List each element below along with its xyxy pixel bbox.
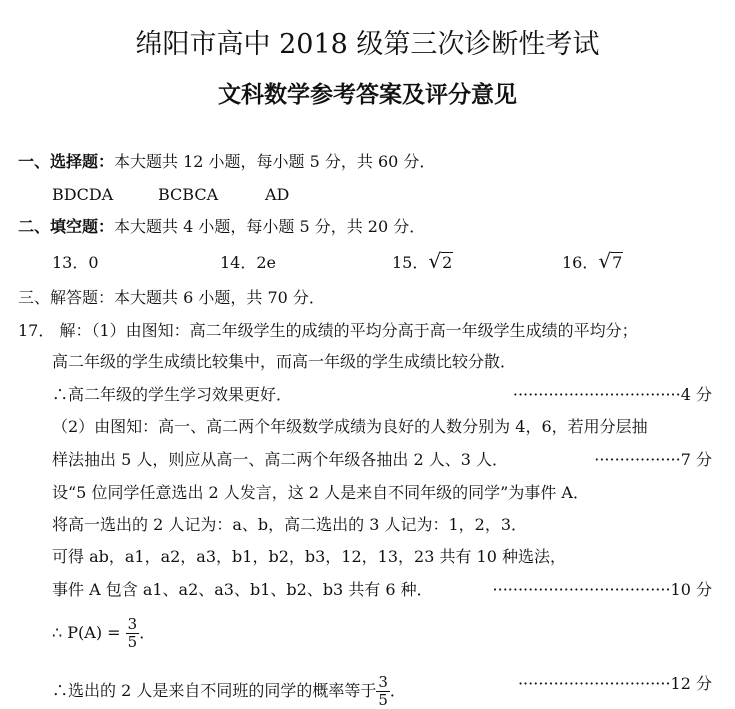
probability-prefix: ∴ P(A) = bbox=[52, 623, 126, 642]
section3-heading bbox=[18, 288, 325, 308]
q17-line-9 bbox=[52, 580, 712, 600]
answer-15-radicand: 2 bbox=[442, 253, 453, 272]
q17-line-9-score: ···································10 分 bbox=[492, 580, 712, 599]
q17-line-11-score: ······························12 分 bbox=[517, 674, 712, 693]
score-4: 4 分 bbox=[680, 385, 712, 404]
q17-line-5-text: 样法抽出 5 人，则应从高一、高二两个年级各抽出 2 人、3 人． bbox=[52, 450, 508, 469]
q17-line-1: 17． 解：（1）由图知：高二年级学生的成绩的平均分高于高一年级学生成绩的平均分； bbox=[18, 321, 638, 340]
q17-line-5 bbox=[52, 450, 712, 470]
probability-fraction bbox=[126, 616, 140, 651]
q17-line-3-text: ∴高二年级的学生学习效果更好． bbox=[52, 385, 293, 404]
section1-answer-1: BDCDA bbox=[52, 185, 114, 204]
fraction-numerator: 3 bbox=[378, 673, 388, 691]
answer-14: 14．2e bbox=[220, 253, 277, 272]
section1-heading bbox=[18, 152, 435, 172]
score-10: 10 分 bbox=[670, 580, 712, 599]
q17-line-11-text: ∴选出的 2 人是来自不同班的同学的概率等于 bbox=[52, 681, 377, 700]
answer-15-prefix: 15． bbox=[392, 253, 429, 272]
section2-label: 二、填空题： bbox=[18, 217, 115, 236]
sqrt-symbol: √2 bbox=[428, 249, 453, 273]
q17-line-3-score: ·································4 分 bbox=[512, 385, 712, 404]
probability-suffix: ． bbox=[139, 623, 156, 642]
fraction-denominator: 5 bbox=[378, 691, 388, 709]
q17-line-9-text: 事件 A 包含 a1、a2、a3、b1、b2、b3 共有 6 种． bbox=[52, 580, 433, 599]
q17-line-5-score: ·················7 分 bbox=[594, 450, 712, 469]
sqrt-symbol: √7 bbox=[598, 249, 623, 273]
score-12: 12 分 bbox=[670, 674, 712, 693]
q17-line-8: 可得 ab，a1，a2，a3，b1，b2，b3，12，13，23 共有 10 种选法， bbox=[52, 547, 566, 566]
section2-desc: 本大题共 4 小题，每小题 5 分，共 20 分． bbox=[114, 217, 426, 236]
document-title: 绵阳市高中 2018 级第三次诊断性考试 bbox=[135, 29, 600, 60]
conclusion-suffix: ． bbox=[389, 681, 406, 700]
section1-label: 一、选择题： bbox=[18, 152, 115, 171]
q17-line-11 bbox=[52, 674, 712, 709]
section1-answer-3: AD bbox=[265, 185, 290, 204]
q17-line-7: 将高一选出的 2 人记为：a、b，高二选出的 3 人记为：1，2，3． bbox=[52, 515, 528, 534]
section2-heading bbox=[18, 217, 425, 237]
section3-desc: 本大题共 6 小题，共 70 分． bbox=[114, 288, 325, 307]
document-subtitle: 文科数学参考答案及评分意见 bbox=[218, 82, 517, 108]
answer-16-radicand: 7 bbox=[612, 253, 623, 272]
section1-answer-2: BCBCA bbox=[158, 185, 219, 204]
q17-line-2: 高二年级的学生成绩比较集中，而高一年级的学生成绩比较分散． bbox=[52, 352, 517, 371]
q17-line-10 bbox=[52, 616, 155, 651]
answer-16 bbox=[562, 251, 623, 273]
section3-label: 三、解答题： bbox=[18, 288, 115, 307]
q17-line-6: 设“5 位同学任意选出 2 人发言，这 2 人是来自不同年级的同学”为事件 A． bbox=[52, 483, 589, 502]
fraction-denominator: 5 bbox=[127, 633, 138, 651]
answer-13: 13．0 bbox=[52, 253, 99, 272]
fraction-numerator: 3 bbox=[127, 615, 138, 633]
section1-desc: 本大题共 12 小题，每小题 5 分，共 60 分． bbox=[114, 152, 436, 171]
conclusion-fraction bbox=[376, 674, 390, 709]
q17-line-3 bbox=[52, 385, 712, 405]
q17-line-4: （2）由图知：高一、高二两个年级数学成绩为良好的人数分别为 4，6，若用分层抽 bbox=[52, 417, 648, 436]
answer-16-prefix: 16． bbox=[562, 253, 599, 272]
score-7: 7 分 bbox=[680, 450, 712, 469]
answer-15 bbox=[392, 251, 453, 273]
